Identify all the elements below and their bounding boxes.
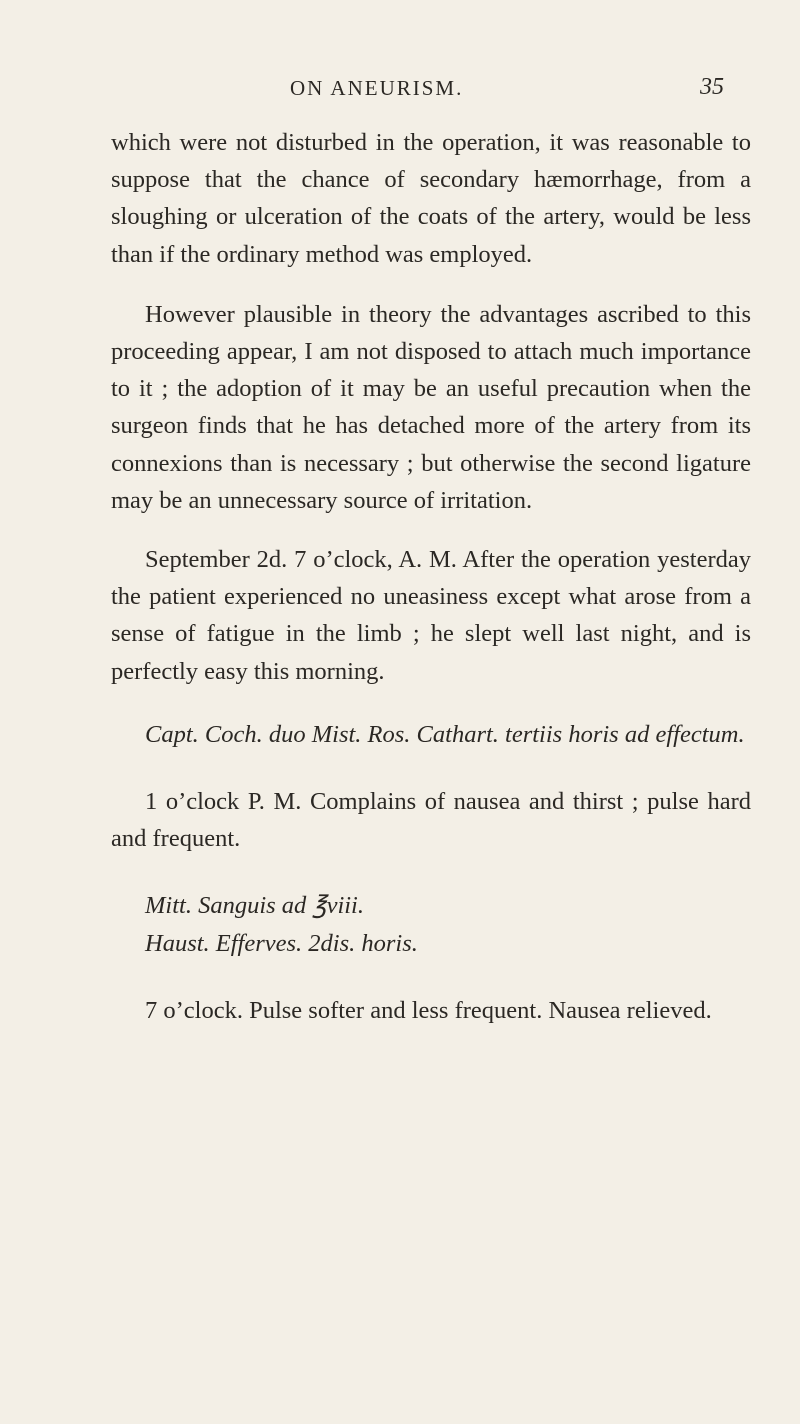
body-text (111, 124, 751, 1029)
prescription-2 (111, 887, 751, 961)
paragraph-5: 7 o’clock. Pulse softer and less frequent. Nausea relieved. (145, 996, 712, 1024)
page-number: 35 (700, 74, 724, 100)
paragraph-1: which were not disturbed in the operation, it was reasonable to suppose that the chance of secondary hæmorrhage, from a sloughing or ulceration of the coats of the artery, would be less than if the ordinary method was employed. (111, 129, 751, 268)
paragraph-4: 1 o’clock P. M. Complains of nausea and thirst ; pulse hard and frequent. (111, 788, 751, 853)
running-title: ON ANEURISM. (290, 76, 464, 100)
prescription-2-line-1: Mitt. Sanguis ad ℥viii. (145, 892, 364, 920)
running-head (0, 76, 800, 110)
prescription-1: Capt. Coch. duo Mist. Ros. Cathart. tertiis horis ad effectum. (145, 720, 745, 748)
paragraph-3: September 2d. 7 o’clock, A. M. After the operation yesterday the patient experienced no uneasiness except what arose from a sense of fatigue in the limb ; he slept well last night, and is perfectly easy this morning. (111, 546, 751, 685)
prescription-2-line-2: Haust. Efferves. 2dis. horis. (145, 929, 418, 957)
paragraph-2: However plausible in theory the advantages ascribed to this proceeding appear, I am not disposed to attach much importance to it ; the adoption of it may be an useful precaution when the surgeon finds that he has detached more of the artery from its connexions than is necessary ; but otherwise the second ligature may be an unnecessary source of irritation. (111, 300, 751, 514)
